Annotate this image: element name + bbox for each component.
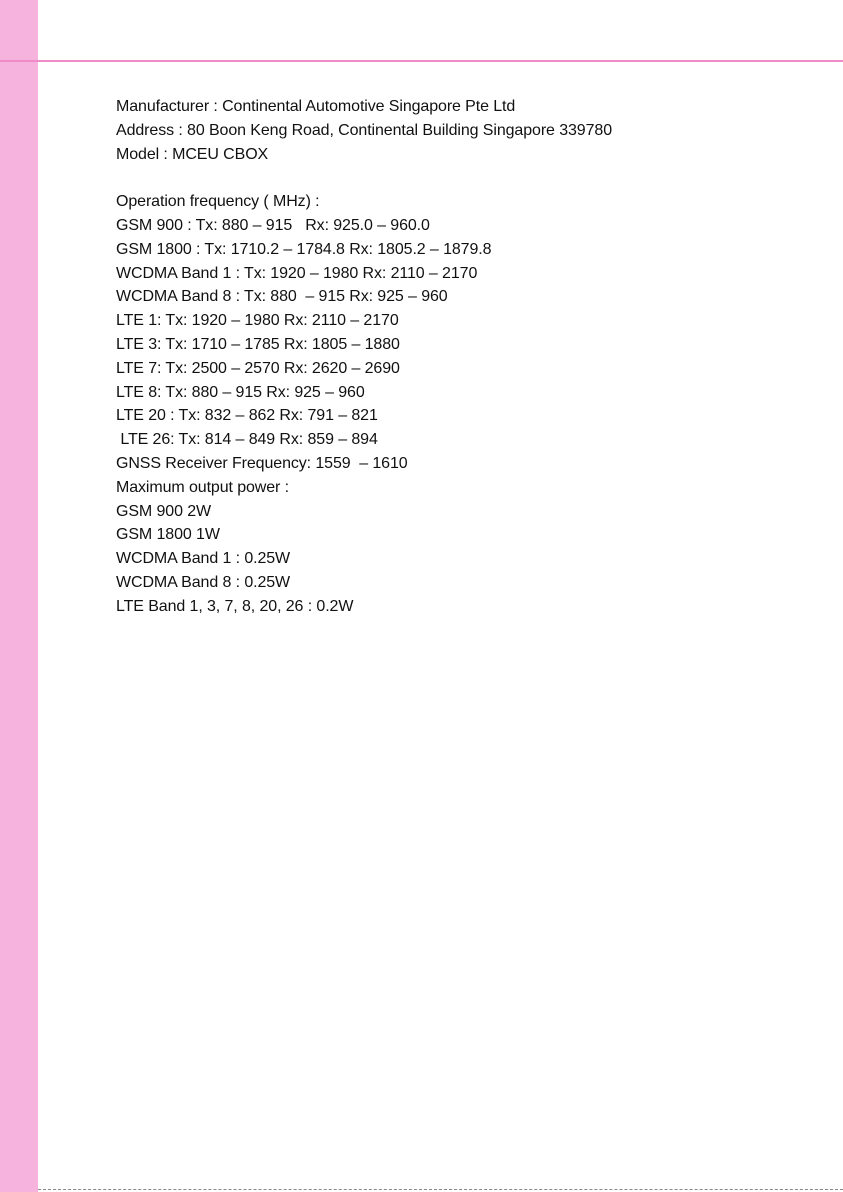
- model-line: Model : MCEU CBOX: [116, 145, 269, 163]
- band-lte-3: LTE 3: Tx: 1710 – 1785 Rx: 1805 – 1880: [116, 335, 400, 353]
- power-wcdma-1: WCDMA Band 1 : 0.25W: [116, 550, 291, 568]
- band-wcdma-8: WCDMA Band 8 : Tx: 880 – 915 Rx: 925 – 960: [116, 288, 448, 306]
- power-wcdma-8: WCDMA Band 8 : 0.25W: [116, 573, 291, 591]
- power-gsm-1800: GSM 1800 1W: [116, 526, 220, 544]
- header-rule: [0, 60, 843, 62]
- power-gsm-900: GSM 900 2W: [116, 502, 212, 520]
- frequency-heading: Operation frequency ( MHz) :: [116, 193, 320, 211]
- band-gsm-900: GSM 900 : Tx: 880 – 915 Rx: 925.0 – 960.0: [116, 216, 430, 234]
- band-lte-8: LTE 8: Tx: 880 – 915 Rx: 925 – 960: [116, 383, 365, 401]
- band-lte-26: LTE 26: Tx: 814 – 849 Rx: 859 – 894: [116, 431, 378, 449]
- band-gnss: GNSS Receiver Frequency: 1559 – 1610: [116, 454, 408, 472]
- band-lte-7: LTE 7: Tx: 2500 – 2570 Rx: 2620 – 2690: [116, 359, 400, 377]
- power-lte-bands: LTE Band 1, 3, 7, 8, 20, 26 : 0.2W: [116, 597, 354, 615]
- document-body: [116, 95, 816, 619]
- band-lte-1: LTE 1: Tx: 1920 – 1980 Rx: 2110 – 2170: [116, 312, 399, 330]
- left-margin-strip: [0, 0, 38, 1192]
- section-spacer: [116, 166, 816, 190]
- band-lte-20: LTE 20 : Tx: 832 – 862 Rx: 791 – 821: [116, 407, 378, 425]
- band-gsm-1800: GSM 1800 : Tx: 1710.2 – 1784.8 Rx: 1805.2 – 1879.8: [116, 240, 492, 258]
- band-wcdma-1: WCDMA Band 1 : Tx: 1920 – 1980 Rx: 2110 – 2170: [116, 264, 478, 282]
- power-heading: Maximum output power :: [116, 478, 289, 496]
- address-line: Address : 80 Boon Keng Road, Continental Building Singapore 339780: [116, 121, 612, 139]
- bottom-rule: [38, 1189, 843, 1190]
- manufacturer-line: Manufacturer : Continental Automotive Singapore Pte Ltd: [116, 98, 516, 115]
